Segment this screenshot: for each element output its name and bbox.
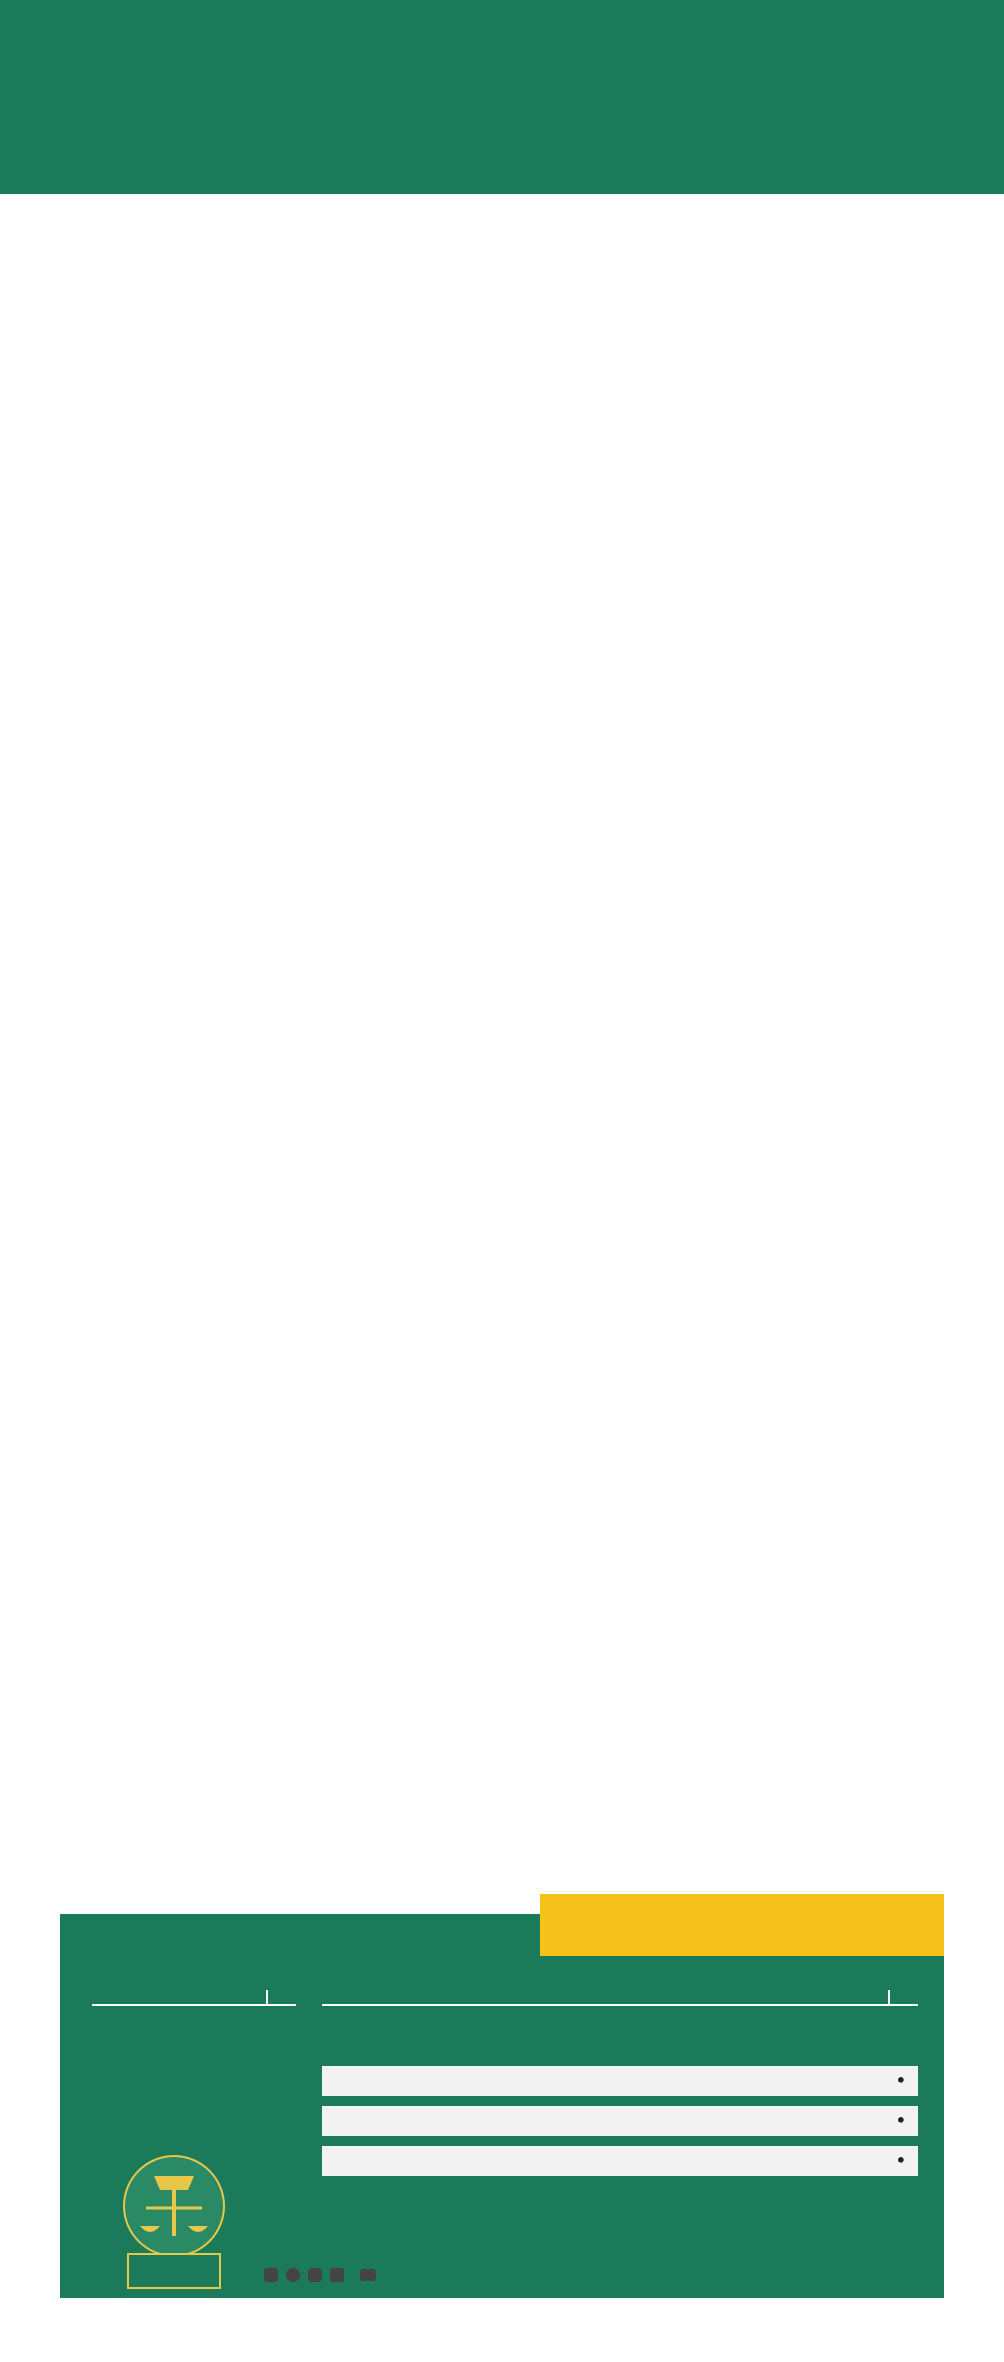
case1-bullet-2: •: [322, 2106, 918, 2136]
case1-bullet-1: •: [322, 2066, 918, 2096]
twitter-icon[interactable]: [264, 2268, 278, 2282]
moj-logo: [108, 2146, 240, 2296]
case1-line: [322, 2004, 918, 2006]
instagram-icon[interactable]: [286, 2268, 300, 2282]
case1-tick: [888, 1990, 890, 2004]
case2-line: [92, 2004, 296, 2006]
header-banner: [0, 0, 1004, 194]
social-bar: [264, 2268, 384, 2282]
snapchat-icon[interactable]: [308, 2268, 322, 2282]
youtube-icon[interactable]: [360, 2269, 376, 2281]
linkedin-icon[interactable]: [330, 2268, 344, 2282]
special-title-box: [540, 1894, 944, 1956]
case1-bullet-3: •: [322, 2146, 918, 2176]
case2-tick: [266, 1990, 268, 2004]
